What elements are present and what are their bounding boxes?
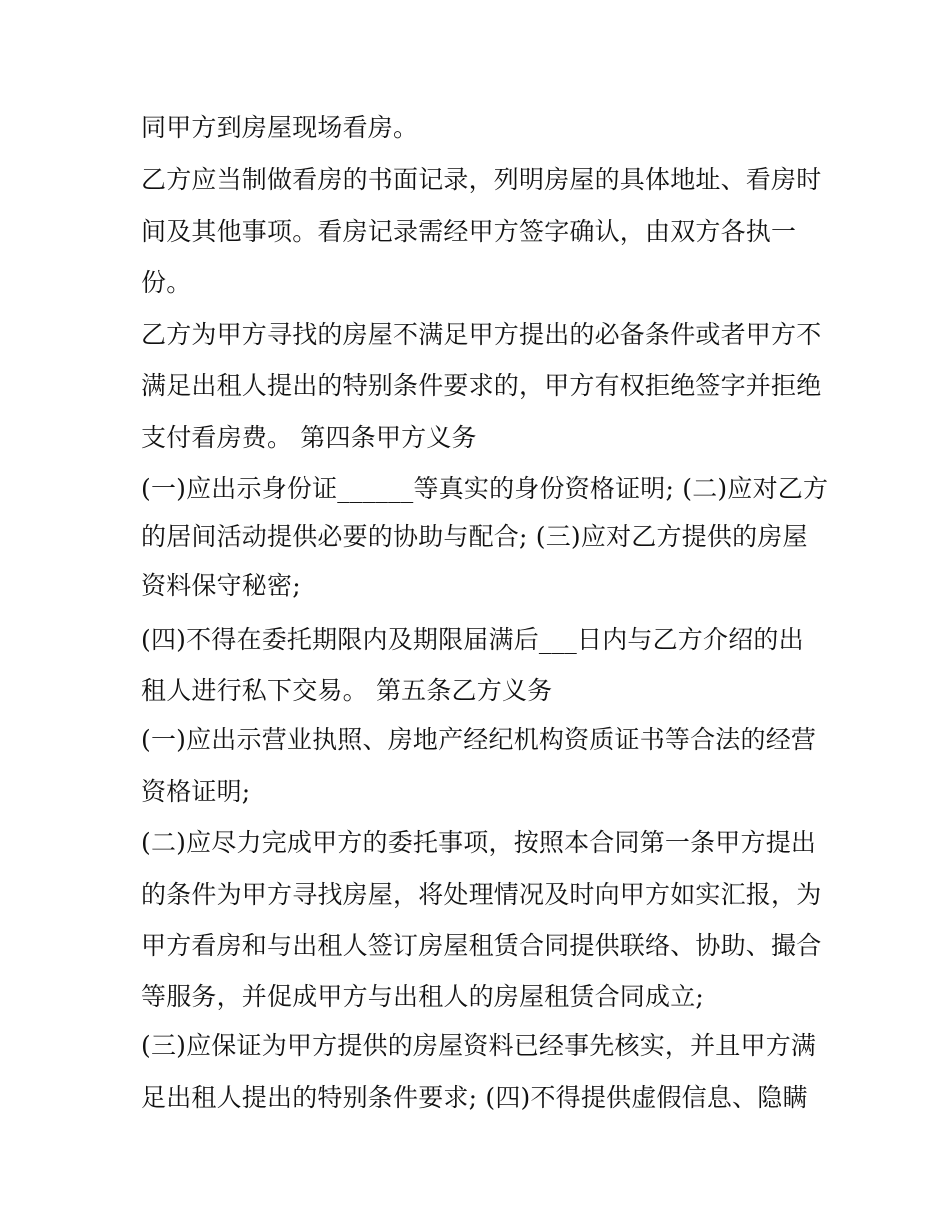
- text-line: 间及其他事项。看房记录需经甲方签字确认，由双方各执一: [141, 217, 797, 246]
- text-line: 资料保守秘密;: [141, 571, 301, 600]
- text-line: 乙方为甲方寻找的房屋不满足甲方提出的必备条件或者甲方不: [141, 320, 822, 349]
- text-line: 足出租人提出的特别条件要求; (四)不得提供虚假信息、隐瞒: [141, 1083, 808, 1112]
- text-line: 乙方应当制做看房的书面记录，列明房屋的具体地址、看房时: [141, 165, 822, 194]
- text-line: (一)应出示营业执照、房地产经纪机构资质证书等合法的经营: [141, 725, 817, 754]
- text-line: 资格证明;: [141, 777, 251, 806]
- text-line: (一)应出示身份证______等真实的身份资格证明; (二)应对乙方: [141, 474, 829, 503]
- text-line: (三)应保证为甲方提供的房屋资料已经事先核实，并且甲方满: [141, 1031, 817, 1060]
- text-line: 的居间活动提供必要的协助与配合; (三)应对乙方提供的房屋: [141, 522, 808, 551]
- text-line: 满足出租人提出的特别条件要求的，甲方有权拒绝签字并拒绝: [141, 371, 822, 400]
- text-line: 的条件为甲方寻找房屋，将处理情况及时向甲方如实汇报，为: [141, 880, 822, 909]
- text-line: 份。: [141, 268, 192, 297]
- text-line: 等服务，并促成甲方与出租人的房屋租赁合同成立;: [141, 982, 705, 1011]
- text-line: 租人进行私下交易。 第五条乙方义务: [141, 676, 553, 705]
- text-line: 同甲方到房屋现场看房。: [141, 113, 419, 142]
- text-line: 甲方看房和与出租人签订房屋租赁合同提供联络、协助、撮合: [141, 931, 822, 960]
- text-line: 支付看房费。 第四条甲方义务: [141, 423, 477, 452]
- text-line: (二)应尽力完成甲方的委托事项，按照本合同第一条甲方提出: [141, 828, 817, 857]
- text-line: (四)不得在委托期限内及期限届满后___日内与乙方介绍的出: [141, 625, 804, 654]
